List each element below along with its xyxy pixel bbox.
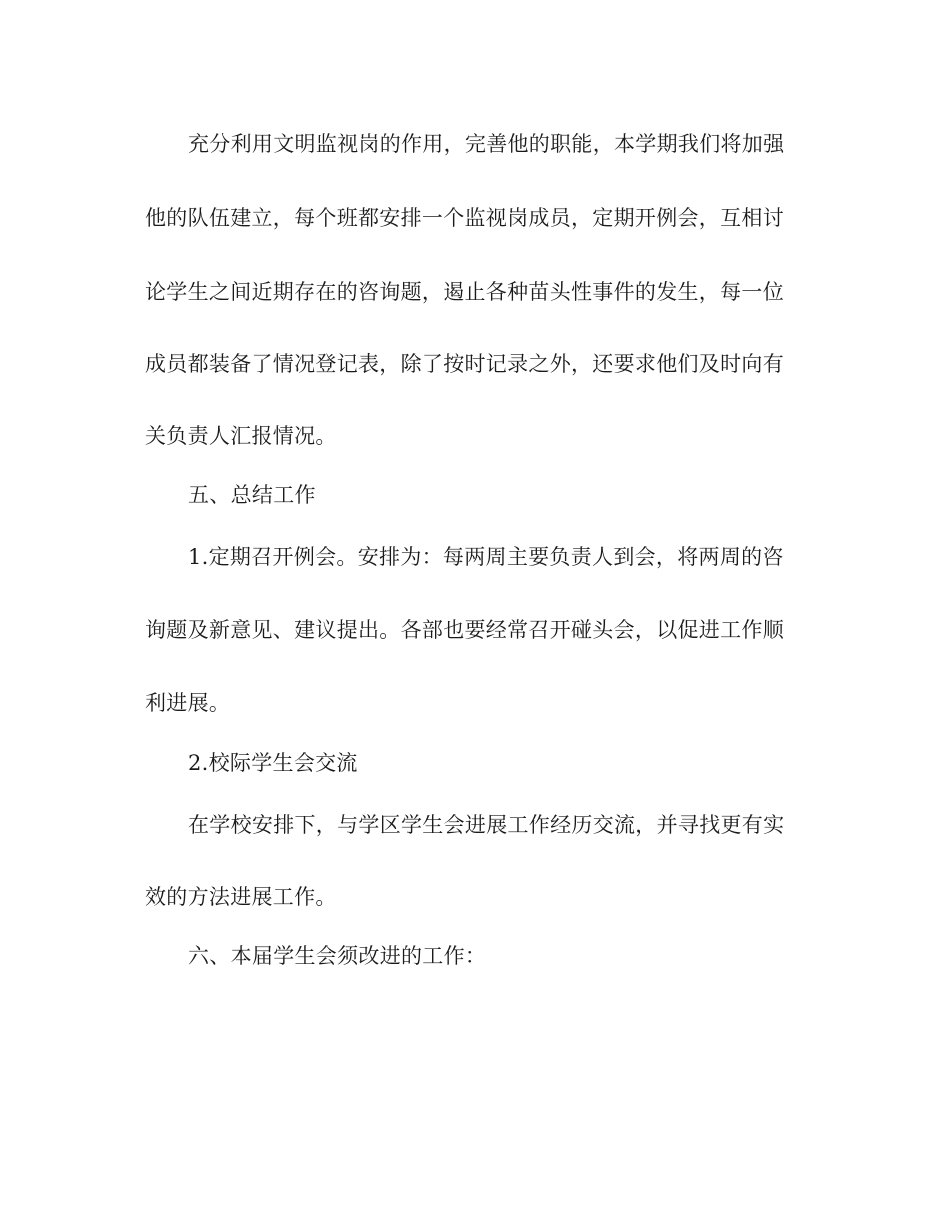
paragraph-line: 效的方法进展工作。 [145, 885, 337, 909]
paragraph-line: 论学生之间近期存在的咨询题，遏止各种苗头性事件的发生，每一位 [145, 280, 784, 304]
paragraph-line: 关负责人汇报情况。 [145, 424, 337, 448]
section-heading: 六、本届学生会须改进的工作： [188, 944, 487, 968]
paragraph-line: 询题及新意见、建议提出。各部也要经常召开碰头会，以促进工作顺 [145, 618, 784, 642]
paragraph-line: 1.定期召开例会。安排为：每两周主要负责人到会，将两周的咨 [188, 545, 784, 569]
paragraph-line: 在学校安排下，与学区学生会进展工作经历交流，并寻找更有实 [188, 813, 785, 837]
section-heading: 五、总结工作 [188, 483, 316, 507]
subsection-heading: 2.校际学生会交流 [188, 751, 358, 775]
paragraph-line: 成员都装备了情况登记表，除了按时记录之外，还要求他们及时向有 [145, 352, 784, 376]
paragraph-line: 他的队伍建立，每个班都安排一个监视岗成员，定期开例会，互相讨 [145, 206, 784, 230]
paragraph-line: 利进展。 [145, 691, 231, 715]
paragraph-line: 充分利用文明监视岗的作用，完善他的职能，本学期我们将加强 [188, 132, 785, 156]
